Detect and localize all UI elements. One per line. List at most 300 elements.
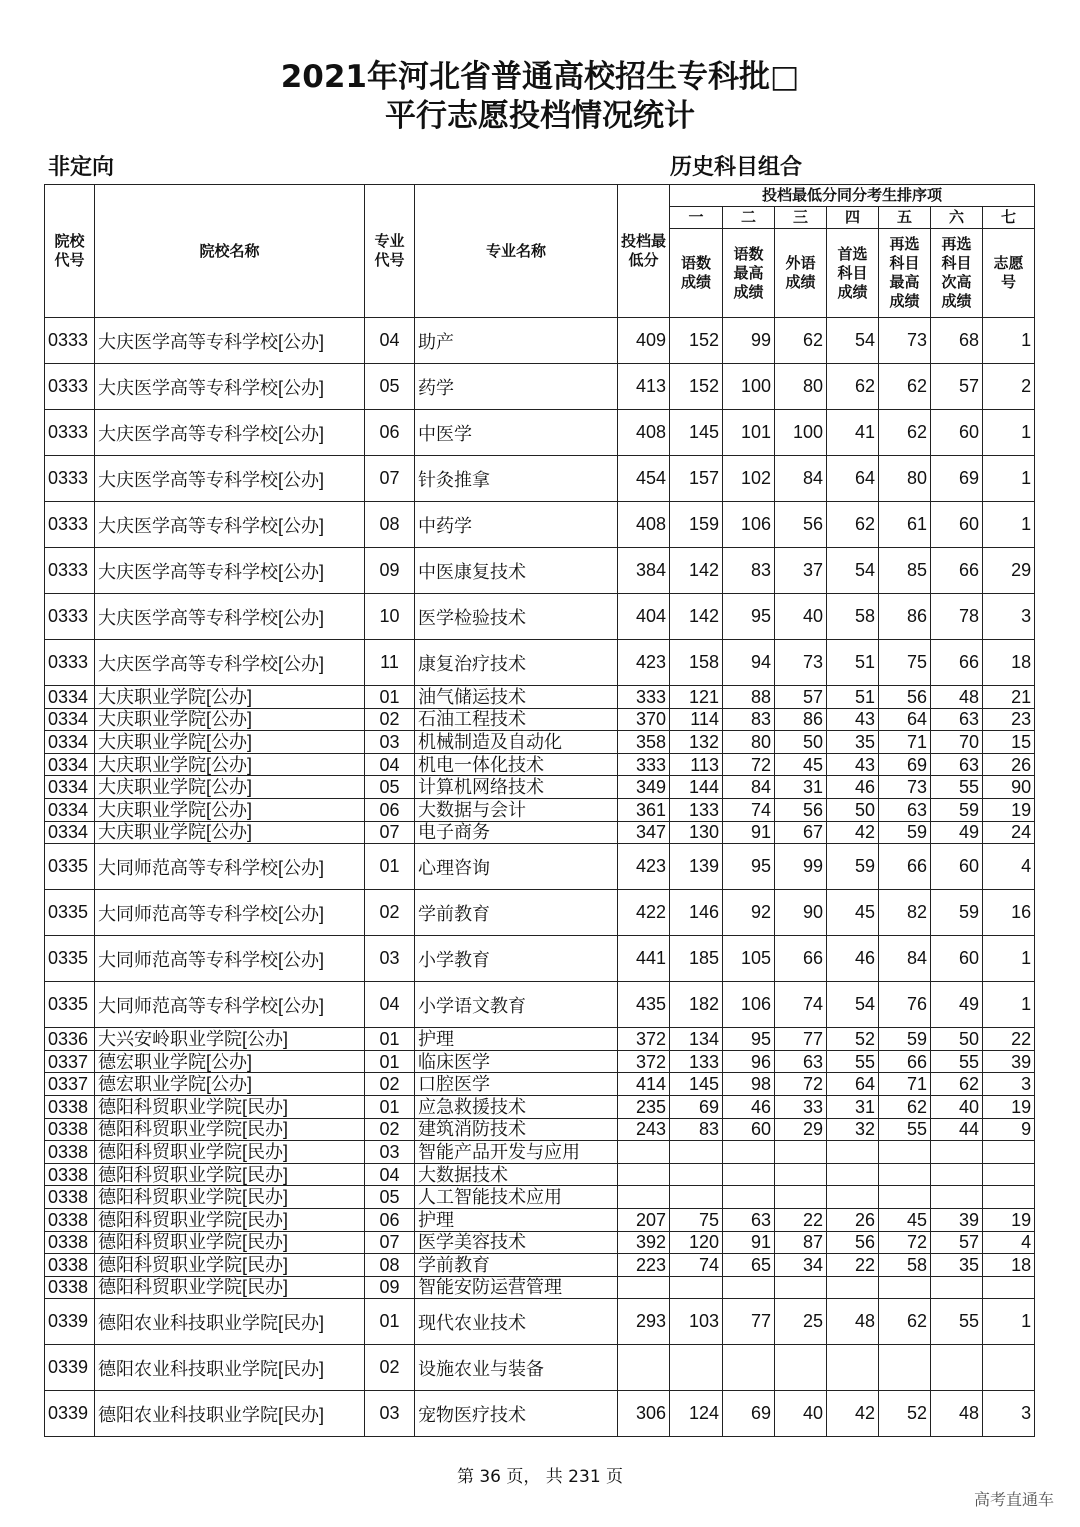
school-code-cell: 0337 (45, 1050, 95, 1073)
chn-math-cell: 142 (670, 594, 723, 640)
school-name-cell: 德阳科贸职业学院[民办] (95, 1231, 365, 1254)
foreign-lang-cell: 22 (775, 1208, 827, 1231)
choice-no-cell: 1 (983, 1299, 1035, 1345)
foreign-lang-cell (775, 1186, 827, 1209)
second-subject-max-cell: 69 (879, 753, 931, 776)
table-row (45, 364, 1035, 410)
first-subject-cell: 62 (827, 502, 879, 548)
school-name-cell: 大同师范高等专科学校[公办] (95, 936, 365, 982)
first-subject-cell: 50 (827, 798, 879, 821)
second-subject-next-cell (931, 1186, 983, 1209)
school-name-cell: 德宏职业学院[公办] (95, 1050, 365, 1073)
school-name-cell: 德阳科贸职业学院[民办] (95, 1141, 365, 1164)
school-code-cell: 0333 (45, 548, 95, 594)
second-subject-max-cell: 59 (879, 1028, 931, 1051)
second-subject-max-cell: 84 (879, 936, 931, 982)
choice-no-cell (983, 1163, 1035, 1186)
table-row (45, 708, 1035, 731)
header-criteria-2: 语数最高成绩 (723, 229, 775, 318)
chn-math-cell: 69 (670, 1095, 723, 1118)
second-subject-next-cell: 59 (931, 890, 983, 936)
chn-math-max-cell: 74 (723, 798, 775, 821)
school-code-cell: 0333 (45, 502, 95, 548)
school-code-cell: 0333 (45, 318, 95, 364)
major-name-cell: 康复治疗技术 (415, 640, 618, 686)
school-code-cell: 0338 (45, 1276, 95, 1299)
school-code-cell: 0339 (45, 1299, 95, 1345)
chn-math-max-cell: 46 (723, 1095, 775, 1118)
chn-math-max-cell: 98 (723, 1073, 775, 1096)
second-subject-max-cell: 80 (879, 456, 931, 502)
major-code-cell: 01 (365, 1028, 415, 1051)
school-code-cell: 0338 (45, 1095, 95, 1118)
second-subject-max-cell (879, 1163, 931, 1186)
chn-math-max-cell: 91 (723, 1231, 775, 1254)
second-subject-max-cell: 73 (879, 776, 931, 799)
choice-no-cell: 1 (983, 982, 1035, 1028)
foreign-lang-cell: 77 (775, 1028, 827, 1051)
foreign-lang-cell (775, 1345, 827, 1391)
header-criteria-7: 志愿号 (983, 229, 1035, 318)
header-rank-5: 五 (879, 207, 931, 229)
school-name-cell: 大庆医学高等专科学校[公办] (95, 640, 365, 686)
header-criteria-3: 外语成绩 (775, 229, 827, 318)
foreign-lang-cell: 45 (775, 753, 827, 776)
choice-no-cell: 16 (983, 890, 1035, 936)
second-subject-max-cell: 72 (879, 1231, 931, 1254)
chn-math-cell (670, 1186, 723, 1209)
second-subject-next-cell: 35 (931, 1254, 983, 1277)
min-score-cell: 384 (618, 548, 670, 594)
chn-math-max-cell: 95 (723, 844, 775, 890)
chn-math-cell: 124 (670, 1391, 723, 1437)
foreign-lang-cell: 72 (775, 1073, 827, 1096)
first-subject-cell: 46 (827, 936, 879, 982)
choice-no-cell: 4 (983, 844, 1035, 890)
second-subject-next-cell: 63 (931, 753, 983, 776)
foreign-lang-cell: 62 (775, 318, 827, 364)
foreign-lang-cell: 74 (775, 982, 827, 1028)
header-criteria-5: 再选科目最高成绩 (879, 229, 931, 318)
min-score-cell: 243 (618, 1118, 670, 1141)
header-min-score: 投档最低分 (618, 185, 670, 318)
choice-no-cell: 3 (983, 1073, 1035, 1096)
first-subject-cell: 43 (827, 708, 879, 731)
school-code-cell: 0334 (45, 686, 95, 709)
chn-math-cell (670, 1345, 723, 1391)
chn-math-max-cell: 72 (723, 753, 775, 776)
table-row (45, 890, 1035, 936)
second-subject-max-cell: 62 (879, 364, 931, 410)
school-code-cell: 0338 (45, 1208, 95, 1231)
chn-math-cell: 133 (670, 798, 723, 821)
major-code-cell: 02 (365, 890, 415, 936)
first-subject-cell: 35 (827, 731, 879, 754)
choice-no-cell: 29 (983, 548, 1035, 594)
foreign-lang-cell: 31 (775, 776, 827, 799)
major-code-cell: 08 (365, 1254, 415, 1277)
school-name-cell: 德阳科贸职业学院[民办] (95, 1208, 365, 1231)
min-score-cell: 441 (618, 936, 670, 982)
chn-math-max-cell: 99 (723, 318, 775, 364)
school-name-cell: 大庆医学高等专科学校[公办] (95, 594, 365, 640)
second-subject-max-cell: 45 (879, 1208, 931, 1231)
first-subject-cell: 26 (827, 1208, 879, 1231)
chn-math-cell: 133 (670, 1050, 723, 1073)
table-row (45, 1028, 1035, 1051)
school-code-cell: 0337 (45, 1073, 95, 1096)
school-name-cell: 大庆职业学院[公办] (95, 776, 365, 799)
second-subject-max-cell: 66 (879, 844, 931, 890)
table-row (45, 1186, 1035, 1209)
major-code-cell: 04 (365, 753, 415, 776)
first-subject-cell: 64 (827, 456, 879, 502)
second-subject-next-cell: 78 (931, 594, 983, 640)
major-code-cell: 06 (365, 410, 415, 456)
major-code-cell: 03 (365, 1391, 415, 1437)
chn-math-max-cell: 105 (723, 936, 775, 982)
major-code-cell: 05 (365, 1186, 415, 1209)
chn-math-max-cell: 101 (723, 410, 775, 456)
school-code-cell: 0338 (45, 1254, 95, 1277)
first-subject-cell: 55 (827, 1050, 879, 1073)
major-name-cell: 药学 (415, 364, 618, 410)
table-row (45, 731, 1035, 754)
second-subject-next-cell: 59 (931, 798, 983, 821)
chn-math-cell: 139 (670, 844, 723, 890)
header-criteria-1: 语数成绩 (670, 229, 723, 318)
table-row (45, 1208, 1035, 1231)
page-title-line2: 平行志愿投档情况统计 (385, 98, 695, 134)
major-code-cell: 04 (365, 318, 415, 364)
chn-math-cell: 114 (670, 708, 723, 731)
chn-math-cell: 185 (670, 936, 723, 982)
table-row (45, 1254, 1035, 1277)
major-code-cell: 03 (365, 1141, 415, 1164)
second-subject-max-cell: 76 (879, 982, 931, 1028)
second-subject-next-cell: 49 (931, 821, 983, 844)
chn-math-max-cell (723, 1163, 775, 1186)
major-code-cell: 01 (365, 686, 415, 709)
header-rank-1: 一 (670, 207, 723, 229)
min-score-cell: 454 (618, 456, 670, 502)
choice-no-cell: 1 (983, 318, 1035, 364)
min-score-cell: 408 (618, 410, 670, 456)
major-name-cell: 计算机网络技术 (415, 776, 618, 799)
foreign-lang-cell: 34 (775, 1254, 827, 1277)
chn-math-max-cell: 88 (723, 686, 775, 709)
second-subject-max-cell: 86 (879, 594, 931, 640)
choice-no-cell: 39 (983, 1050, 1035, 1073)
major-name-cell: 医学检验技术 (415, 594, 618, 640)
chn-math-max-cell: 83 (723, 708, 775, 731)
school-name-cell: 德阳农业科技职业学院[民办] (95, 1299, 365, 1345)
min-score-cell: 370 (618, 708, 670, 731)
header-rank-6: 六 (931, 207, 983, 229)
subtitle-subject-group: 历史科目组合 (670, 155, 803, 180)
table-row (45, 982, 1035, 1028)
chn-math-cell: 145 (670, 410, 723, 456)
chn-math-cell: 157 (670, 456, 723, 502)
chn-math-cell: 120 (670, 1231, 723, 1254)
min-score-cell: 333 (618, 753, 670, 776)
chn-math-cell: 182 (670, 982, 723, 1028)
table-row (45, 318, 1035, 364)
header-tiebreak-group: 投档最低分同分考生排序项 (670, 185, 1035, 207)
subtitle-non-directed: 非定向 (48, 155, 115, 180)
second-subject-max-cell (879, 1345, 931, 1391)
foreign-lang-cell (775, 1276, 827, 1299)
second-subject-next-cell: 63 (931, 708, 983, 731)
foreign-lang-cell: 80 (775, 364, 827, 410)
major-code-cell: 01 (365, 1095, 415, 1118)
table-row (45, 821, 1035, 844)
second-subject-max-cell: 71 (879, 1073, 931, 1096)
school-name-cell: 德阳科贸职业学院[民办] (95, 1118, 365, 1141)
major-name-cell: 智能产品开发与应用 (415, 1141, 618, 1164)
first-subject-cell (827, 1163, 879, 1186)
min-score-cell: 414 (618, 1073, 670, 1096)
choice-no-cell: 2 (983, 364, 1035, 410)
chn-math-cell: 132 (670, 731, 723, 754)
header-school-code: 院校代号 (45, 185, 95, 318)
second-subject-next-cell: 55 (931, 776, 983, 799)
table-row (45, 502, 1035, 548)
second-subject-next-cell: 70 (931, 731, 983, 754)
chn-math-cell: 75 (670, 1208, 723, 1231)
choice-no-cell (983, 1186, 1035, 1209)
second-subject-next-cell: 60 (931, 410, 983, 456)
school-name-cell: 大兴安岭职业学院[公办] (95, 1028, 365, 1051)
foreign-lang-cell: 37 (775, 548, 827, 594)
school-name-cell: 德阳科贸职业学院[民办] (95, 1254, 365, 1277)
chn-math-max-cell (723, 1276, 775, 1299)
second-subject-next-cell (931, 1276, 983, 1299)
second-subject-max-cell: 52 (879, 1391, 931, 1437)
major-code-cell: 03 (365, 731, 415, 754)
foreign-lang-cell (775, 1163, 827, 1186)
choice-no-cell: 1 (983, 936, 1035, 982)
first-subject-cell: 43 (827, 753, 879, 776)
chn-math-max-cell: 102 (723, 456, 775, 502)
second-subject-max-cell: 75 (879, 640, 931, 686)
first-subject-cell: 54 (827, 318, 879, 364)
min-score-cell (618, 1186, 670, 1209)
major-code-cell: 05 (365, 776, 415, 799)
major-name-cell: 智能安防运营管理 (415, 1276, 618, 1299)
second-subject-next-cell: 50 (931, 1028, 983, 1051)
school-code-cell: 0335 (45, 936, 95, 982)
foreign-lang-cell: 40 (775, 594, 827, 640)
second-subject-max-cell: 64 (879, 708, 931, 731)
choice-no-cell: 9 (983, 1118, 1035, 1141)
school-name-cell: 大庆职业学院[公办] (95, 731, 365, 754)
min-score-cell: 235 (618, 1095, 670, 1118)
first-subject-cell: 59 (827, 844, 879, 890)
table-row (45, 1163, 1035, 1186)
major-name-cell: 机械制造及自动化 (415, 731, 618, 754)
choice-no-cell: 4 (983, 1231, 1035, 1254)
school-code-cell: 0333 (45, 640, 95, 686)
chn-math-cell: 144 (670, 776, 723, 799)
choice-no-cell: 23 (983, 708, 1035, 731)
chn-math-cell: 159 (670, 502, 723, 548)
choice-no-cell: 1 (983, 456, 1035, 502)
second-subject-next-cell: 55 (931, 1299, 983, 1345)
foreign-lang-cell: 86 (775, 708, 827, 731)
major-name-cell: 中医学 (415, 410, 618, 456)
school-name-cell: 大同师范高等专科学校[公办] (95, 844, 365, 890)
major-name-cell: 护理 (415, 1028, 618, 1051)
chn-math-cell: 130 (670, 821, 723, 844)
header-major-name: 专业名称 (415, 185, 618, 318)
major-name-cell: 针灸推拿 (415, 456, 618, 502)
table-row (45, 1299, 1035, 1345)
school-code-cell: 0334 (45, 821, 95, 844)
choice-no-cell: 3 (983, 1391, 1035, 1437)
second-subject-max-cell: 58 (879, 1254, 931, 1277)
foreign-lang-cell: 63 (775, 1050, 827, 1073)
school-name-cell: 德阳科贸职业学院[民办] (95, 1163, 365, 1186)
header-rank-4: 四 (827, 207, 879, 229)
school-code-cell: 0334 (45, 753, 95, 776)
school-name-cell: 大庆医学高等专科学校[公办] (95, 456, 365, 502)
first-subject-cell: 42 (827, 821, 879, 844)
second-subject-max-cell: 62 (879, 1299, 931, 1345)
chn-math-max-cell: 84 (723, 776, 775, 799)
school-name-cell: 大庆医学高等专科学校[公办] (95, 548, 365, 594)
chn-math-max-cell: 91 (723, 821, 775, 844)
school-name-cell: 德阳农业科技职业学院[民办] (95, 1345, 365, 1391)
second-subject-next-cell: 39 (931, 1208, 983, 1231)
major-name-cell: 小学语文教育 (415, 982, 618, 1028)
major-name-cell: 大数据技术 (415, 1163, 618, 1186)
first-subject-cell: 31 (827, 1095, 879, 1118)
school-code-cell: 0336 (45, 1028, 95, 1051)
table-row (45, 410, 1035, 456)
second-subject-next-cell: 48 (931, 686, 983, 709)
min-score-cell: 223 (618, 1254, 670, 1277)
choice-no-cell: 18 (983, 640, 1035, 686)
min-score-cell: 333 (618, 686, 670, 709)
table-row (45, 640, 1035, 686)
second-subject-max-cell: 63 (879, 798, 931, 821)
major-code-cell: 07 (365, 1231, 415, 1254)
second-subject-next-cell: 57 (931, 1231, 983, 1254)
major-name-cell: 大数据与会计 (415, 798, 618, 821)
school-name-cell: 大庆医学高等专科学校[公办] (95, 410, 365, 456)
foreign-lang-cell (775, 1141, 827, 1164)
choice-no-cell (983, 1276, 1035, 1299)
chn-math-cell: 152 (670, 318, 723, 364)
min-score-cell: 306 (618, 1391, 670, 1437)
second-subject-next-cell: 62 (931, 1073, 983, 1096)
school-name-cell: 大庆职业学院[公办] (95, 821, 365, 844)
table-row (45, 1345, 1035, 1391)
admission-table (44, 184, 1035, 1437)
choice-no-cell: 19 (983, 1095, 1035, 1118)
school-name-cell: 大庆医学高等专科学校[公办] (95, 502, 365, 548)
min-score-cell: 361 (618, 798, 670, 821)
chn-math-max-cell: 100 (723, 364, 775, 410)
major-code-cell: 08 (365, 502, 415, 548)
school-name-cell: 德阳农业科技职业学院[民办] (95, 1391, 365, 1437)
min-score-cell: 358 (618, 731, 670, 754)
table-row (45, 686, 1035, 709)
chn-math-max-cell (723, 1345, 775, 1391)
chn-math-max-cell: 95 (723, 1028, 775, 1051)
table-row (45, 548, 1035, 594)
min-score-cell: 293 (618, 1299, 670, 1345)
school-code-cell: 0338 (45, 1163, 95, 1186)
foreign-lang-cell: 29 (775, 1118, 827, 1141)
major-code-cell: 09 (365, 548, 415, 594)
chn-math-cell (670, 1141, 723, 1164)
min-score-cell: 423 (618, 844, 670, 890)
major-name-cell: 助产 (415, 318, 618, 364)
second-subject-max-cell (879, 1141, 931, 1164)
choice-no-cell: 22 (983, 1028, 1035, 1051)
school-code-cell: 0334 (45, 798, 95, 821)
major-name-cell: 医学美容技术 (415, 1231, 618, 1254)
chn-math-max-cell: 106 (723, 982, 775, 1028)
major-code-cell: 05 (365, 364, 415, 410)
choice-no-cell (983, 1345, 1035, 1391)
school-code-cell: 0334 (45, 776, 95, 799)
table-row (45, 776, 1035, 799)
min-score-cell (618, 1141, 670, 1164)
school-code-cell: 0335 (45, 890, 95, 936)
chn-math-max-cell (723, 1141, 775, 1164)
first-subject-cell: 22 (827, 1254, 879, 1277)
major-code-cell: 04 (365, 982, 415, 1028)
foreign-lang-cell: 84 (775, 456, 827, 502)
first-subject-cell: 64 (827, 1073, 879, 1096)
header-major-code: 专业代号 (365, 185, 415, 318)
major-name-cell: 人工智能技术应用 (415, 1186, 618, 1209)
foreign-lang-cell: 57 (775, 686, 827, 709)
table-row (45, 1095, 1035, 1118)
major-code-cell: 02 (365, 1118, 415, 1141)
header-criteria-6: 再选科目次高成绩 (931, 229, 983, 318)
page-footer: 第 36 页， 共 231 页 (456, 1467, 624, 1487)
header-rank-2: 二 (723, 207, 775, 229)
second-subject-max-cell: 82 (879, 890, 931, 936)
second-subject-max-cell: 62 (879, 1095, 931, 1118)
min-score-cell: 372 (618, 1050, 670, 1073)
page-title-line1: 2021年河北省普通高校招生专科批□ (280, 59, 800, 95)
major-name-cell: 口腔医学 (415, 1073, 618, 1096)
second-subject-next-cell (931, 1163, 983, 1186)
major-code-cell: 01 (365, 1050, 415, 1073)
school-name-cell: 大庆职业学院[公办] (95, 708, 365, 731)
chn-math-max-cell: 63 (723, 1208, 775, 1231)
major-code-cell: 06 (365, 798, 415, 821)
chn-math-cell: 158 (670, 640, 723, 686)
second-subject-next-cell: 44 (931, 1118, 983, 1141)
second-subject-max-cell (879, 1276, 931, 1299)
second-subject-next-cell: 48 (931, 1391, 983, 1437)
school-name-cell: 德阳科贸职业学院[民办] (95, 1276, 365, 1299)
first-subject-cell: 46 (827, 776, 879, 799)
header-school-name: 院校名称 (95, 185, 365, 318)
chn-math-cell (670, 1276, 723, 1299)
school-code-cell: 0333 (45, 594, 95, 640)
chn-math-max-cell: 83 (723, 548, 775, 594)
second-subject-max-cell: 61 (879, 502, 931, 548)
min-score-cell: 435 (618, 982, 670, 1028)
table-row (45, 1141, 1035, 1164)
